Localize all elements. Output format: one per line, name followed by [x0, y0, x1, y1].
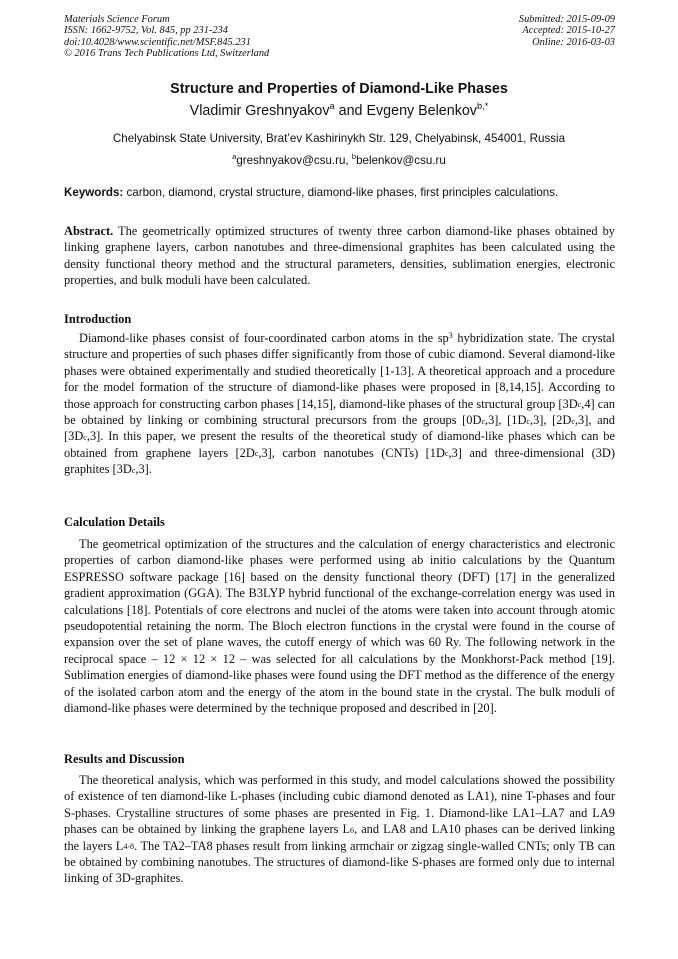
results-heading: Results and Discussion	[64, 752, 185, 766]
copyright-line: © 2016 Trans Tech Publications Ltd, Switzerland	[64, 47, 270, 59]
intro-text: ,3], and [3D	[64, 413, 615, 444]
calculation-paragraph: The geometrical optimization of the structures and the calculation of energy characteristics and electronic properties of carbon diamond-like phases were performed using ab initio calculations by the Quantum ESPRESSO software package [16] based on the density functional theory (DFT) [17] in the generalized gradient approximation (GGA). The B3LYP hybrid functional of the exchange-correlation energy was used in calculations [18]. Potentials of core electrons and nuclei of the atoms were taken into account through atomic pseudopotential retaining the norm. The Bloch electron functions in the crystal were found in the course of expansion over the set of plane waves, the cutoff energy of which was 60 Ry. The following network in the reciprocal space – 12 × 12 × 12 – was selected for all calculations by the Monkhorst-Pack method [19]. Sublimation energies of diamond-like phases were found using the DFT method as the difference of the energy of the isolated carbon atom and the energy of the atom in the bound state in the crystal. The bulk moduli of diamond-like phases were determined by the technique proposed and described in [20].	[64, 537, 615, 716]
abstract	[64, 223, 615, 289]
l48-subscript: 4-8	[123, 842, 135, 852]
intro-text: ,3].	[135, 462, 152, 477]
author-2-mark: b,*	[476, 100, 489, 111]
author-1: Vladimir Greshnyakov	[189, 103, 330, 119]
submitted-date: Submitted: 2015-09-09	[518, 14, 615, 25]
email-a: greshnyakov@csu.ru,	[236, 154, 352, 167]
intro-text: ,3]. In this paper, we present the results of the theoretical study of diamond-like phases which can be obtained from graphene layers [2D	[64, 429, 615, 460]
abstract-label: Abstract.	[64, 224, 114, 238]
c-subscript: c	[444, 449, 449, 459]
c-subscript: c	[577, 400, 582, 410]
results-paragraph	[64, 772, 615, 887]
c-subscript: c	[526, 416, 530, 426]
intro-text: hybridization state. The crystal structure and properties of such phases differ significantly from those of cubic diamond. Several diamond-like phases were obtained experimentally and studied theoretically [1-13]. A theoretical approach and a procedure for the model formation of the structure of diamond-like phases were proposed in [8,14,15]. According to those approach for constructing carbon phases [14,15], diamond-like phases of the structural group [3D	[64, 331, 615, 411]
c-subscript: c	[83, 433, 87, 443]
keywords-text: carbon, diamond, crystal structure, diamond-like phases, first principles calculations.	[123, 186, 559, 199]
email-b: belenkov@csu.ru	[356, 154, 446, 167]
c-subscript: c	[481, 416, 486, 426]
calculation-heading: Calculation Details	[64, 515, 165, 529]
intro-text: Diamond-like phases consist of four-coordinated carbon atoms in the sp	[79, 331, 449, 345]
author-line	[40, 100, 638, 119]
introduction-heading: Introduction	[64, 312, 132, 326]
c-subscript: c	[131, 465, 136, 475]
issn-line: ISSN: 1662-9752, Vol. 845, pp 231-234	[64, 25, 228, 37]
intro-text: ,3], [2D	[529, 413, 572, 428]
email-b-mark: b	[351, 152, 357, 162]
author-2: Evgeny Belenkov	[366, 103, 477, 119]
intro-text: ,3] and three-dimensional (3D) graphites [3D	[64, 445, 616, 477]
c-subscript: c	[571, 416, 575, 426]
affiliation: Chelyabinsk State University, Brat’ev Kashirinykh Str. 129, Chelyabinsk, 454001, Russia	[112, 132, 566, 145]
calculation-body	[64, 536, 615, 716]
keywords-label: Keywords:	[64, 186, 124, 199]
results-text: The theoretical analysis, which was performed in this study, and model calculations showed the possibility of existence of ten diamond-like L-phases (including cubic diamond denoted as LA1), nine T-phases and four S-phases. Crystalline structures of some phases are presented in Fig. 1. Diamond-like LA1–LA7 and LA9 phases can be obtained by linking the graphene layers L	[64, 773, 615, 837]
sp3-superscript: 3	[448, 331, 453, 340]
intro-text: ,3], carbon nanotubes (CNTs) [1D	[258, 445, 445, 460]
submission-dates	[519, 14, 615, 48]
doi-line: doi:10.4028/www.scientific.net/MSF.845.231	[64, 36, 251, 48]
accepted-date: Accepted: 2015-10-27	[522, 25, 615, 37]
journal-info	[64, 14, 269, 59]
intro-text: ,3], [1D	[485, 413, 527, 428]
intro-text: ,4] can be obtained by linking or combining structural precursors from the groups [0D	[64, 396, 615, 428]
paper-title: Structure and Properties of Diamond-Like Phases	[170, 81, 508, 97]
introduction-body	[64, 330, 615, 478]
introduction-paragraph	[64, 330, 615, 478]
online-date: Online: 2016-03-03	[532, 36, 615, 48]
results-text: . The TA2–TA8 phases result from linking armchair or zigzag single-walled CNTs; only TB can be obtained by combining nanotubes. The structures of diamond-like S-phases are formed only due to internal linking of 3D-graphites.	[64, 838, 615, 886]
l6-subscript: 6	[350, 825, 355, 835]
author-conjunction: and	[334, 103, 367, 119]
abstract-text: The geometrically optimized structures of twenty three carbon diamond-like phases obtained by linking graphene layers, carbon nanotubes and three-dimensional graphites has been calculated using the density functional theory method and the structural parameters, densities, sublimation energies, electronic properties, and bulk moduli have been calculated.	[64, 224, 615, 288]
keywords	[64, 185, 615, 200]
results-text: , and LA8 and LA10 phases can be derived linking the layers L	[64, 822, 615, 853]
email-a-mark: a	[232, 152, 237, 162]
c-subscript: c	[254, 449, 259, 459]
author-1-mark: a	[329, 100, 335, 111]
journal-name: Materials Science Forum	[64, 14, 170, 25]
results-body	[64, 772, 615, 887]
email-line	[40, 154, 638, 167]
